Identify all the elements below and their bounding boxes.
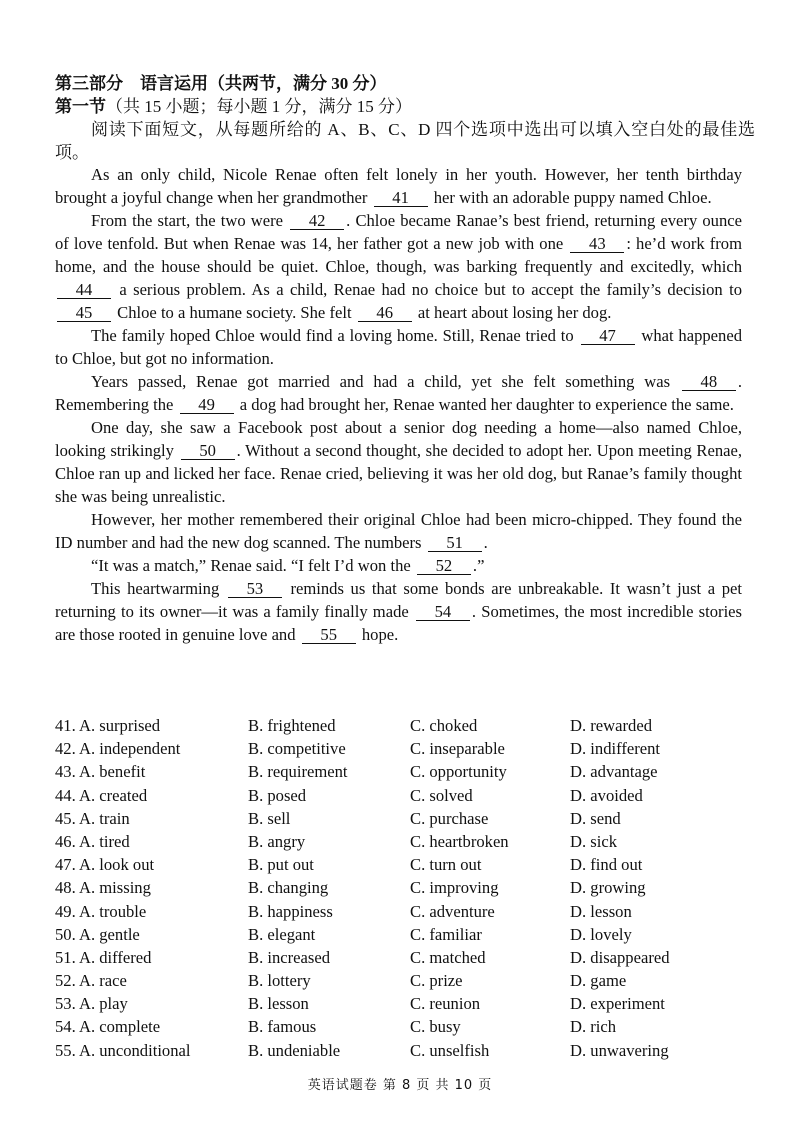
passage-text: her with an adorable puppy named Chloe. — [433, 188, 712, 207]
option-d: D. disappeared — [570, 947, 670, 967]
option-b: B. competitive — [248, 739, 346, 759]
passage-text: Chloe to a humane society. She felt — [117, 303, 352, 322]
option-d: D. game — [570, 971, 627, 991]
option-c: C. familiar — [410, 924, 482, 944]
option-d: D. indifferent — [570, 739, 661, 759]
option-d: D. lesson — [570, 901, 632, 921]
option-c: C. opportunity — [410, 762, 507, 782]
option-d: D. lovely — [570, 924, 632, 944]
option-a: 53. A. play — [55, 994, 128, 1014]
blank-53: 53 — [228, 581, 282, 598]
passage-text: Years passed, Renae got married and had a child, yet she felt something was — [91, 372, 671, 391]
paragraph-5 — [55, 416, 742, 508]
blank-42: 42 — [290, 213, 344, 230]
option-c: C. reunion — [410, 994, 481, 1014]
passage-text: . Sometimes, the most incredible stories are those rooted in genuine love and — [55, 602, 742, 644]
option-a: 55. A. unconditional — [55, 1040, 191, 1060]
option-row-51 — [55, 948, 755, 971]
option-a: 41. A. surprised — [55, 716, 161, 735]
option-row-44 — [55, 786, 755, 809]
option-c: C. prize — [410, 971, 463, 991]
option-d: D. growing — [570, 878, 646, 898]
option-b: B. elegant — [248, 924, 316, 944]
option-a: 51. A. differed — [55, 947, 152, 967]
passage-text: As an only child, Nicole Renae often felt lonely in her youth. However, her tenth birthday brought a joyful change when her grandmother — [55, 165, 742, 207]
passage-text: at heart about losing her dog. — [417, 303, 612, 322]
passage-text: However, her mother remembered their original Chloe had been micro-chipped. They found the ID number and had the new dog scanned. The numbers — [55, 510, 742, 552]
option-d: D. avoided — [570, 785, 643, 805]
option-b: B. changing — [248, 878, 329, 898]
option-c: C. turn out — [410, 855, 482, 875]
blank-49: 49 — [180, 397, 234, 414]
option-row-49 — [55, 902, 755, 925]
option-b: B. sell — [248, 808, 291, 828]
paragraph-4 — [55, 370, 742, 416]
blank-46: 46 — [358, 305, 412, 322]
paragraph-6 — [55, 508, 742, 554]
option-d: D. unwavering — [570, 1040, 669, 1060]
option-b: B. lottery — [248, 971, 311, 991]
option-row-50 — [55, 925, 755, 948]
option-a: 43. A. benefit — [55, 762, 146, 782]
option-c: C. improving — [410, 878, 499, 898]
option-b: B. increased — [248, 947, 331, 967]
option-a: 44. A. created — [55, 785, 148, 805]
option-a: 45. A. train — [55, 808, 130, 828]
option-d: D. rewarded — [570, 716, 653, 735]
option-d: D. sick — [570, 831, 618, 851]
blank-55: 55 — [302, 627, 356, 644]
option-c: C. solved — [410, 785, 473, 805]
option-row-47 — [55, 855, 755, 878]
blank-52: 52 — [417, 558, 471, 575]
passage-text: .” — [472, 556, 485, 575]
passage-text: reminds us that some bonds are unbreakable. It wasn’t just a pet returning to its owner—it was a family finally made — [55, 579, 742, 621]
option-c: C. matched — [410, 947, 486, 967]
answer-options — [55, 716, 755, 1064]
option-row-43 — [55, 762, 755, 785]
passage-text: . Remembering the — [55, 372, 742, 414]
option-a: 49. A. trouble — [55, 901, 147, 921]
section-title: 第一节 — [55, 97, 106, 116]
passage-text: . Chloe became Ranae’s best friend, returning every ounce of love tenfold. But when Renae was 14, her father got a new job with one — [55, 211, 742, 253]
passage-text: . — [483, 533, 488, 552]
option-c: C. purchase — [410, 808, 489, 828]
option-row-52 — [55, 971, 755, 994]
blank-51: 51 — [428, 535, 482, 552]
option-c: C. inseparable — [410, 739, 505, 759]
blank-45: 45 — [57, 305, 111, 322]
passage-text: This heartwarming — [91, 579, 220, 598]
part-title: 第三部分 语言运用（共两节，满分 30 分） — [55, 74, 387, 93]
option-a: 47. A. look out — [55, 855, 155, 875]
option-b: B. famous — [248, 1017, 317, 1037]
cloze-passage — [55, 163, 742, 646]
option-b: B. frightened — [248, 716, 336, 735]
blank-44: 44 — [57, 282, 111, 299]
option-b: B. posed — [248, 785, 307, 805]
option-b: B. requirement — [248, 762, 348, 782]
blank-43: 43 — [570, 236, 624, 253]
option-d: D. advantage — [570, 762, 658, 782]
section-header — [55, 72, 755, 164]
passage-text: The family hoped Chloe would find a loving home. Still, Renae tried to — [91, 326, 574, 345]
passage-text: a serious problem. As a child, Renae had no choice but to accept the family’s decision to — [119, 280, 742, 299]
option-row-46 — [55, 832, 755, 855]
option-c: C. busy — [410, 1017, 461, 1037]
passage-text: hope. — [361, 625, 399, 644]
instructions: 阅读下面短文，从每题所给的 A、B、C、D 四个选项中选出可以填入空白处的最佳选项。 — [55, 120, 755, 162]
blank-41: 41 — [374, 190, 428, 207]
option-row-54 — [55, 1017, 755, 1040]
paragraph-8 — [55, 577, 742, 646]
option-c: C. unselfish — [410, 1040, 490, 1060]
blank-48: 48 — [682, 374, 736, 391]
option-row-42 — [55, 739, 755, 762]
option-a: 54. A. complete — [55, 1017, 161, 1037]
passage-text: “It was a match,” Renae said. “I felt I’d won the — [91, 556, 411, 575]
passage-text: One day, she saw a Facebook post about a senior dog needing a home—also named Chloe, looking strikingly — [55, 418, 742, 460]
option-b: B. happiness — [248, 901, 333, 921]
blank-54: 54 — [416, 604, 470, 621]
page-footer: 英语试题卷 第 8 页 共 10 页 — [307, 1078, 493, 1093]
passage-text: : he’d work from home, and the house should be quiet. Chloe, though, was barking frequently and excitedly, which — [55, 234, 743, 276]
section-detail: （共 15 小题；每小题 1 分，满分 15 分） — [106, 97, 412, 116]
option-row-41 — [55, 716, 755, 739]
option-d: D. send — [570, 808, 621, 828]
passage-text: From the start, the two were — [91, 211, 284, 230]
paragraph-3 — [55, 324, 742, 370]
section-heading — [55, 95, 755, 118]
option-row-53 — [55, 994, 755, 1017]
paragraph-2 — [55, 209, 742, 324]
passage-text: a dog had brought her, Renae wanted her daughter to experience the same. — [239, 395, 734, 414]
option-a: 46. A. tired — [55, 831, 130, 851]
option-b: B. put out — [248, 855, 314, 875]
option-c: C. heartbroken — [410, 831, 509, 851]
option-c: C. adventure — [410, 901, 495, 921]
option-row-48 — [55, 878, 755, 901]
option-a: 50. A. gentle — [55, 924, 140, 944]
paragraph-7 — [55, 554, 742, 577]
option-row-55 — [55, 1041, 755, 1064]
option-c: C. choked — [410, 716, 478, 735]
option-b: B. undeniable — [248, 1040, 341, 1060]
passage-text: . Without a second thought, she decided to adopt her. Upon meeting Renae, Chloe ran up and licked her face. Renae cried, believing it was her old dog, but Ranae’s family thought she was being unrealistic. — [55, 441, 742, 506]
option-a: 42. A. independent — [55, 739, 181, 759]
option-d: D. experiment — [570, 994, 665, 1014]
option-d: D. find out — [570, 855, 643, 875]
option-b: B. angry — [248, 831, 306, 851]
passage-text: what happened to Chloe, but got no information. — [55, 326, 743, 368]
option-a: 52. A. race — [55, 971, 127, 991]
option-row-45 — [55, 809, 755, 832]
blank-50: 50 — [181, 443, 235, 460]
option-b: B. lesson — [248, 994, 309, 1014]
paragraph-1 — [55, 163, 742, 209]
option-a: 48. A. missing — [55, 878, 151, 898]
option-d: D. rich — [570, 1017, 617, 1037]
blank-47: 47 — [581, 328, 635, 345]
